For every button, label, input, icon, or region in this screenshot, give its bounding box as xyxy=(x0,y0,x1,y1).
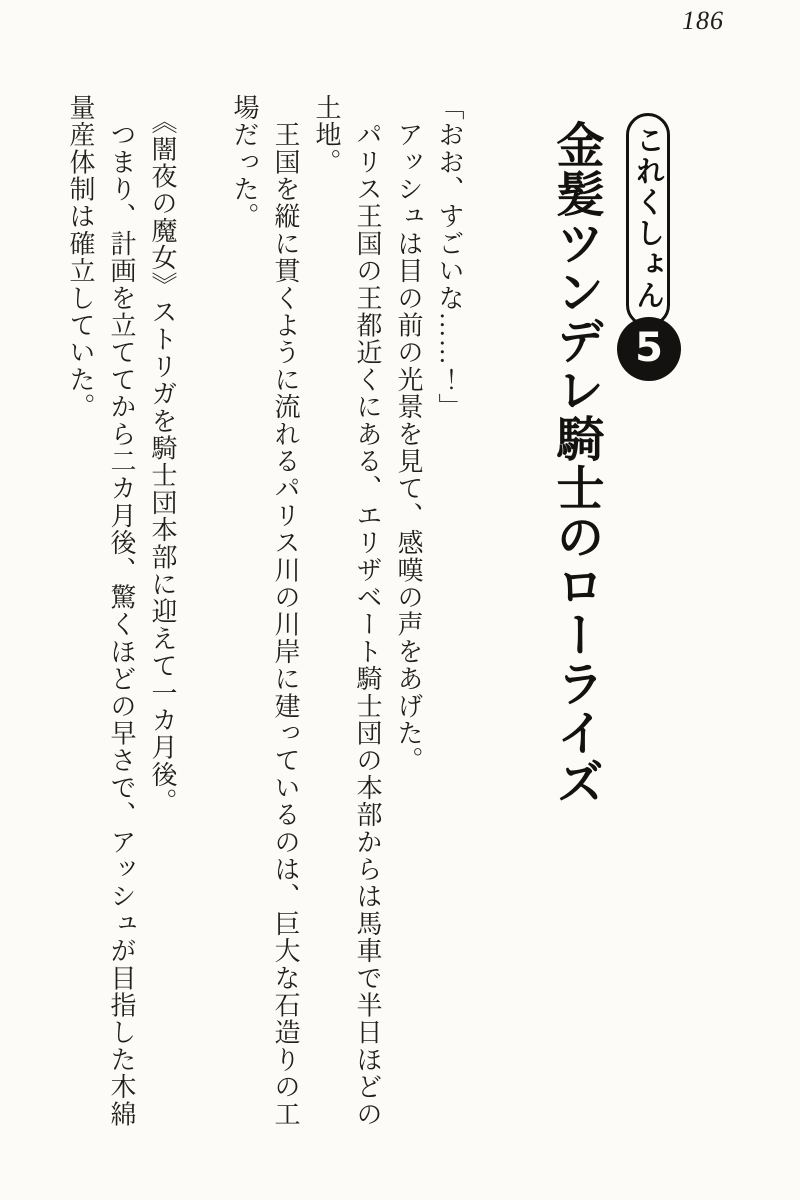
text-line: 「おお、すごいな……！」 xyxy=(435,94,464,421)
body-text xyxy=(60,94,470,1134)
page-number: 186 xyxy=(682,6,724,35)
text-line: 王国を縦に貫くように流れるパリス川の川岸に建っているのは、巨大な石造りの工 xyxy=(271,94,300,1128)
text-line: 土地。 xyxy=(312,94,341,176)
chapter-badge xyxy=(626,113,676,385)
text-line: 量産体制は確立していた。 xyxy=(66,94,95,421)
text-line: パリス王国の王都近くにある、エリザベート騎士団の本部からは馬車で半日ほどの xyxy=(353,94,382,1128)
text-line: つまり、計画を立ててから二カ月後、驚くほどの早さで、アッシュが目指した木綿 xyxy=(107,94,136,1128)
text-line: 《闇夜の魔女》ストリガを騎士団本部に迎えて一カ月後。 xyxy=(148,94,177,816)
chapter-title: 金髪ツンデレ騎士のローライズ xyxy=(549,120,602,806)
text-line: 場だった。 xyxy=(230,94,259,230)
text-line: アッシュは目の前の光景を見て、感嘆の声をあげた。 xyxy=(394,94,423,774)
chapter-number: 5 xyxy=(635,325,663,371)
chapter-badge-label: これくしょん xyxy=(632,125,664,311)
text-line-blank xyxy=(183,94,224,1134)
chapter-number-circle xyxy=(617,317,681,381)
